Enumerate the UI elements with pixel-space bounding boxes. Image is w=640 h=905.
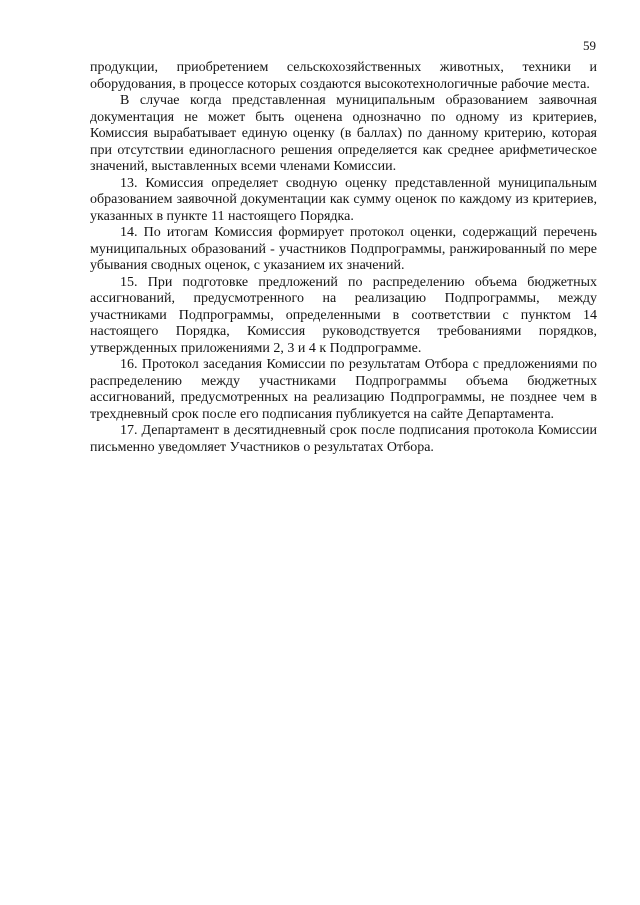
document-body [90,60,597,456]
paragraph-unanimous-score: В случае когда представленная муниципальным образованием заявочная документация не может быть оценена однозначно по одному из критериев, Комиссия вырабатывает единую оценку (в баллах) по данному критерию, которая при отсутствии единогласного решения определяется как среднее арифметическое значений, выставленных всеми членами Комиссии. [90,93,597,174]
page-number: 59 [583,38,596,53]
paragraph-16: 16. Протокол заседания Комиссии по результатам Отбора с предложениями по распределению между участниками Подпрограммы объема бюджетных ассигнований, предусмотренных на реализацию Подпрограммы, не позднее чем в трехдневный срок после его подписания публикуется на сайте Департамента. [90,357,597,422]
paragraph-13: 13. Комиссия определяет сводную оценку представленной муниципальным образованием заявочной документации как сумму оценок по каждому из критериев, указанных в пункте 11 настоящего Порядка. [90,175,597,224]
paragraph-17: 17. Департамент в десятидневный срок после подписания протокола Комиссии письменно уведомляет Участников о результатах Отбора. [90,423,597,455]
paragraph-continuation: продукции, приобретением сельскохозяйственных животных, техники и оборудования, в процессе которых создаются высокотехнологичные рабочие места. [90,60,597,92]
paragraph-14: 14. По итогам Комиссия формирует протокол оценки, содержащий перечень муниципальных образований - участников Подпрограммы, ранжированный по мере убывания сводных оценок, с указанием их значений. [90,225,597,273]
paragraph-15: 15. При подготовке предложений по распределению объема бюджетных ассигнований, предусмотренного на реализацию Подпрограммы, между участниками Подпрограммы, определенными в соответствии с пунктом 14 настоящего Порядка, Комиссия руководствуется требованиями порядков, утвержденных приложениями 2, 3 и 4 к Подпрограмме. [90,274,597,356]
